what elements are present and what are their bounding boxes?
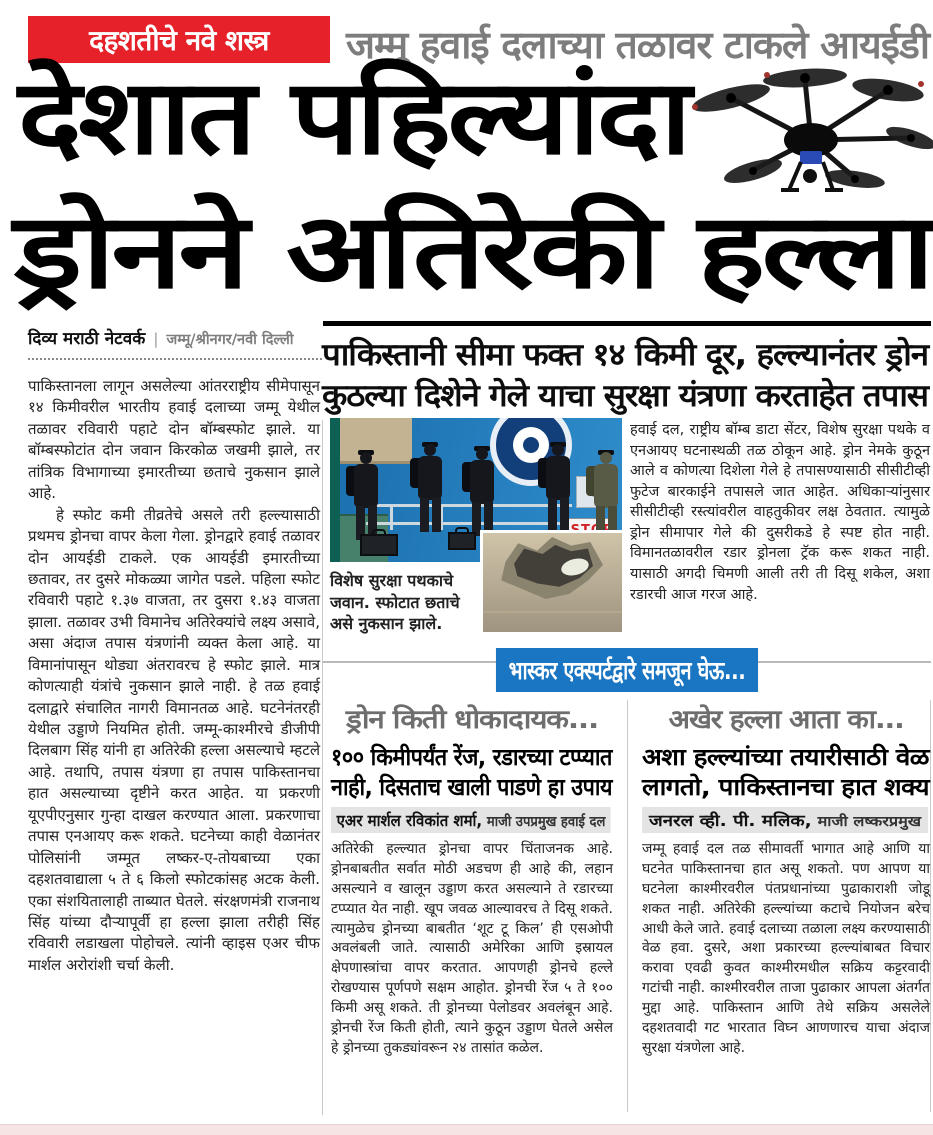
expert-right-byline	[642, 807, 928, 833]
side-story-column: हवाई दल, राष्ट्रीय बॉम्ब डाटा सेंटर, विशेष सुरक्षा पथके व एनआयए घटनास्थळी तळ ठोकून आहे. ड्रोन नेमके कुठून आले व कोणत्या दिशेला गेले हे तपासण्यासाठी सीसीटीव्ही फुटेज बारकाईने तपासले जात आहेत. अधिकाऱ्यांनुसार सीसीटीव्ही रस्त्यांवरील वाहतुकीवर लक्ष ठेवतात. त्यामुळे ड्रोन सीमापार गेले की दुसरीकडे हे स्पष्ट होत नाही. विमानतळावरील रडार ड्रोनला ट्रॅक करू शकत नाही. यासाठी अगदी चिमणी आली तरी ती दिसू शकेल, अशा रडारची आज गरज आहे.	[630, 422, 930, 603]
photo-wall-strip	[330, 418, 340, 562]
lead-paragraph-1: पाकिस्तानला लागून असलेल्या आंतरराष्ट्रीय सीमेपासून १४ किमीवरील भारतीय हवाई दलाच्या जम्मू येथील तळावर रविवारी पहाटे दोन बॉम्बस्फोट झाले. या बॉम्बस्फोटांत दोन जवान किरकोळ जखमी झाले, तर तांत्रिक विभागाच्या इमारतीच्या छताचे नुकसान झाले आहे.	[28, 377, 320, 503]
main-headline-line2: ड्रोनने अतिरेकी हल्ला	[14, 190, 931, 312]
column-divider-left	[322, 420, 323, 1115]
equipment-case	[360, 534, 398, 556]
equipment-case	[448, 532, 476, 550]
subheadline-line1: पाकिस्तानी सीमा फक्त १४ किमी दूर, हल्ल्यानंतर ड्रोन	[322, 337, 928, 373]
expert-right-name: जनरल व्ही. पी. मलिक,	[648, 811, 812, 830]
column-divider-right	[930, 700, 931, 1112]
main-headline-line1: देशात पहिल्यांदा	[18, 56, 688, 178]
drone-icon	[683, 58, 933, 230]
expert-column-left	[331, 700, 613, 1059]
subheadline-line2: कुठल्या दिशेने गेले याचा सुरक्षा यंत्रणा करताहेत तपास	[322, 378, 928, 414]
expert-right-header: अखेर हल्ला आता का...	[668, 705, 904, 735]
kicker-headline: जम्मू हवाई दलाच्या तळावर टाकले आयईडी	[346, 23, 930, 67]
byline-separator: |	[153, 330, 159, 348]
expert-left-body: अतिरेकी हल्ल्यात ड्रोनचा वापर चिंताजनक आहे. ड्रोनबाबतीत सर्वात मोठी अडचण ही आहे की, लहान असल्याने व खालून उड्डाण करत असल्याने ते रडारच्या टप्प्यात येत नाही. खूप जवळ आल्यावरच ते दिसू शकते. त्यामुळेच ड्रोनच्या बाबतीत ‘शूट टू किल’ ही एसओपी अवलंबली जाते. त्यासाठी अमेरिका आणि इस्रायल क्षेपणास्त्रांचा वापर करतात. आपणही ड्रोनचे हल्ले रोखण्यास पूर्णपणे सक्षम आहोत. ड्रोनची रेंज ५ ते १०० किमी असू शकते. ती ड्रोनच्या पेलोडवर अवलंबून आहे. ड्रोनची रेंज किती होती, त्याने कुठून उड्डाण घेतले असेल हे ड्रोनच्या तुकड्यांवरून २४ तासांत कळेल.	[331, 841, 613, 1056]
expert-column-divider	[627, 700, 628, 1112]
photo-caption: विशेष सुरक्षा पथकाचे जवान. स्फोटात छताचे असे नुकसान झाले.	[330, 571, 460, 634]
expert-right-subhead-line1: अशा हल्ल्यांच्या तयारीसाठी वेळ	[642, 743, 929, 771]
byline-location: जम्मू/श्रीनगर/नवी दिल्ली	[166, 332, 294, 348]
expert-right-subhead-line2: लागतो, पाकिस्तानचा हात शक्य	[642, 773, 929, 801]
expert-banner: भास्कर एक्स्पर्टद्वारे समजून घेऊ...	[496, 648, 758, 692]
expert-left-title: माजी उपप्रमुख हवाई दल	[486, 814, 606, 830]
kicker-badge-label: दहशतीचे नवे शस्त्र	[89, 23, 269, 57]
expert-right-body: जम्मू हवाई दल तळ सीमावर्ती भागात आहे आणि या घटनेत पाकिस्तानचा हात असू शकतो. पण आपण या घटनेला काश्मीरवरील पंतप्रधानांच्या पुढाकाराशी जोडू शकत नाही. अतिरेकी हल्ल्यांच्या कटाचे नियोजन बरेच आधी केले जाते. हवाई दलाच्या तळाला लक्ष्य करण्यासाठी वेळ हवा. दुसरे, अशा प्रकारच्या हल्ल्यांबाबत विचार करावा एवढी कुवत काश्मीरमधील सक्रिय कट्टरवादी गटांची नाही. काश्मीरवरील ताजा पुढाकार आपला अंतर्गत मुद्दा आहे. पाकिस्तान आणि तेथे सक्रिय असलेले दहशतवादी गट भारतात विघ्न आणणारच याचा अंदाज सुरक्षा यंत्रणेला आहे.	[642, 841, 930, 1056]
byline-network: दिव्य मराठी नेटवर्क	[28, 329, 146, 349]
byline	[28, 326, 322, 360]
expert-left-byline	[331, 807, 611, 833]
expert-left-subhead-line1: १०० किमीपर्यंत रेंज, रडारच्या टप्प्यात	[331, 743, 612, 771]
expert-left-name: एअर मार्शल रविकांत शर्मा,	[336, 811, 483, 830]
lead-story-column	[28, 376, 320, 976]
photo-block	[330, 418, 622, 632]
lead-paragraph-2: हे स्फोट कमी तीव्रतेचे असले तरी हल्ल्यासाठी प्रथमच ड्रोनचा वापर केला गेला. ड्रोनद्वारे हवाई तळावर दोन आयईडी टाकले. एक आयईडी इमारतीच्या छतावर, तर दुसरे मोकळ्या जागेत पडले. पहिला स्फोट रविवारी पहाटे १.३७ वाजता, तर दुसरा १.४३ वाजता झाला. तळावर उभी विमानेच अतिरेक्यांचे लक्ष्य असावे, असा अंदाज तपास यंत्रणांनी व्यक्त केला आहे. या विमानांपासून थोड्या अंतरावरच हे स्फोट झाले. मात्र कोणत्याही यंत्रांचे नुकसान झाले नाही. हे तळ हवाई दलाद्वारे संचालित नागरी विमानतळ आहे. घटनेनंतरही येथील उड्डाणे नियमित होती. जम्मू-काश्मीरचे डीजीपी दिलबाग सिंह यांनी हा अतिरेकी हल्ला असल्याचे म्हटले आहे. तथापि, तपास यंत्रणा हा तपास पाकिस्तानचा हात असल्याच्या दृष्टीने करत आहेत. या प्रकरणी यूएपीएनुसार गुन्हा दाखल करण्यात आला. प्रकरणाचा तपास एनआयए करू शकते. घटनेच्या काही वेळानंतर पोलिसांनी जम्मूत लष्कर-ए-तोयबाच्या एका दहशतवाद्याला ५ ते ६ किलो स्फोटकांसह अटक केली. एका संशयितालाही ताब्यात घेतले. संरक्षणमंत्री राजनाथ सिंह यांच्या दौऱ्यापूर्वी हा हल्ला झाला तरीही सिंह रविवारी लडाखला पोहोचले. त्यांनी व्हाइस एअर चीफ मार्शल अरोरांशी चर्चा केली.	[28, 505, 320, 974]
subheadline-rule	[323, 321, 931, 326]
photo-railing-bottom	[366, 522, 572, 525]
subheadline	[322, 333, 932, 415]
expert-right-title: माजी लष्करप्रमुख	[817, 814, 922, 830]
drone-photo	[683, 58, 933, 230]
photo-railing-top	[366, 504, 572, 507]
expert-banner-row	[323, 648, 931, 692]
photo-building	[340, 418, 412, 464]
ceiling-damage-photo	[480, 530, 622, 632]
expert-column-right	[642, 700, 930, 1059]
expert-left-header: ड्रोन किती धोकादायक...	[346, 705, 598, 735]
expert-left-subhead-line2: नाही, दिसताच खाली पाडणे हा उपाय	[331, 773, 612, 801]
footer-strip	[0, 1124, 933, 1135]
